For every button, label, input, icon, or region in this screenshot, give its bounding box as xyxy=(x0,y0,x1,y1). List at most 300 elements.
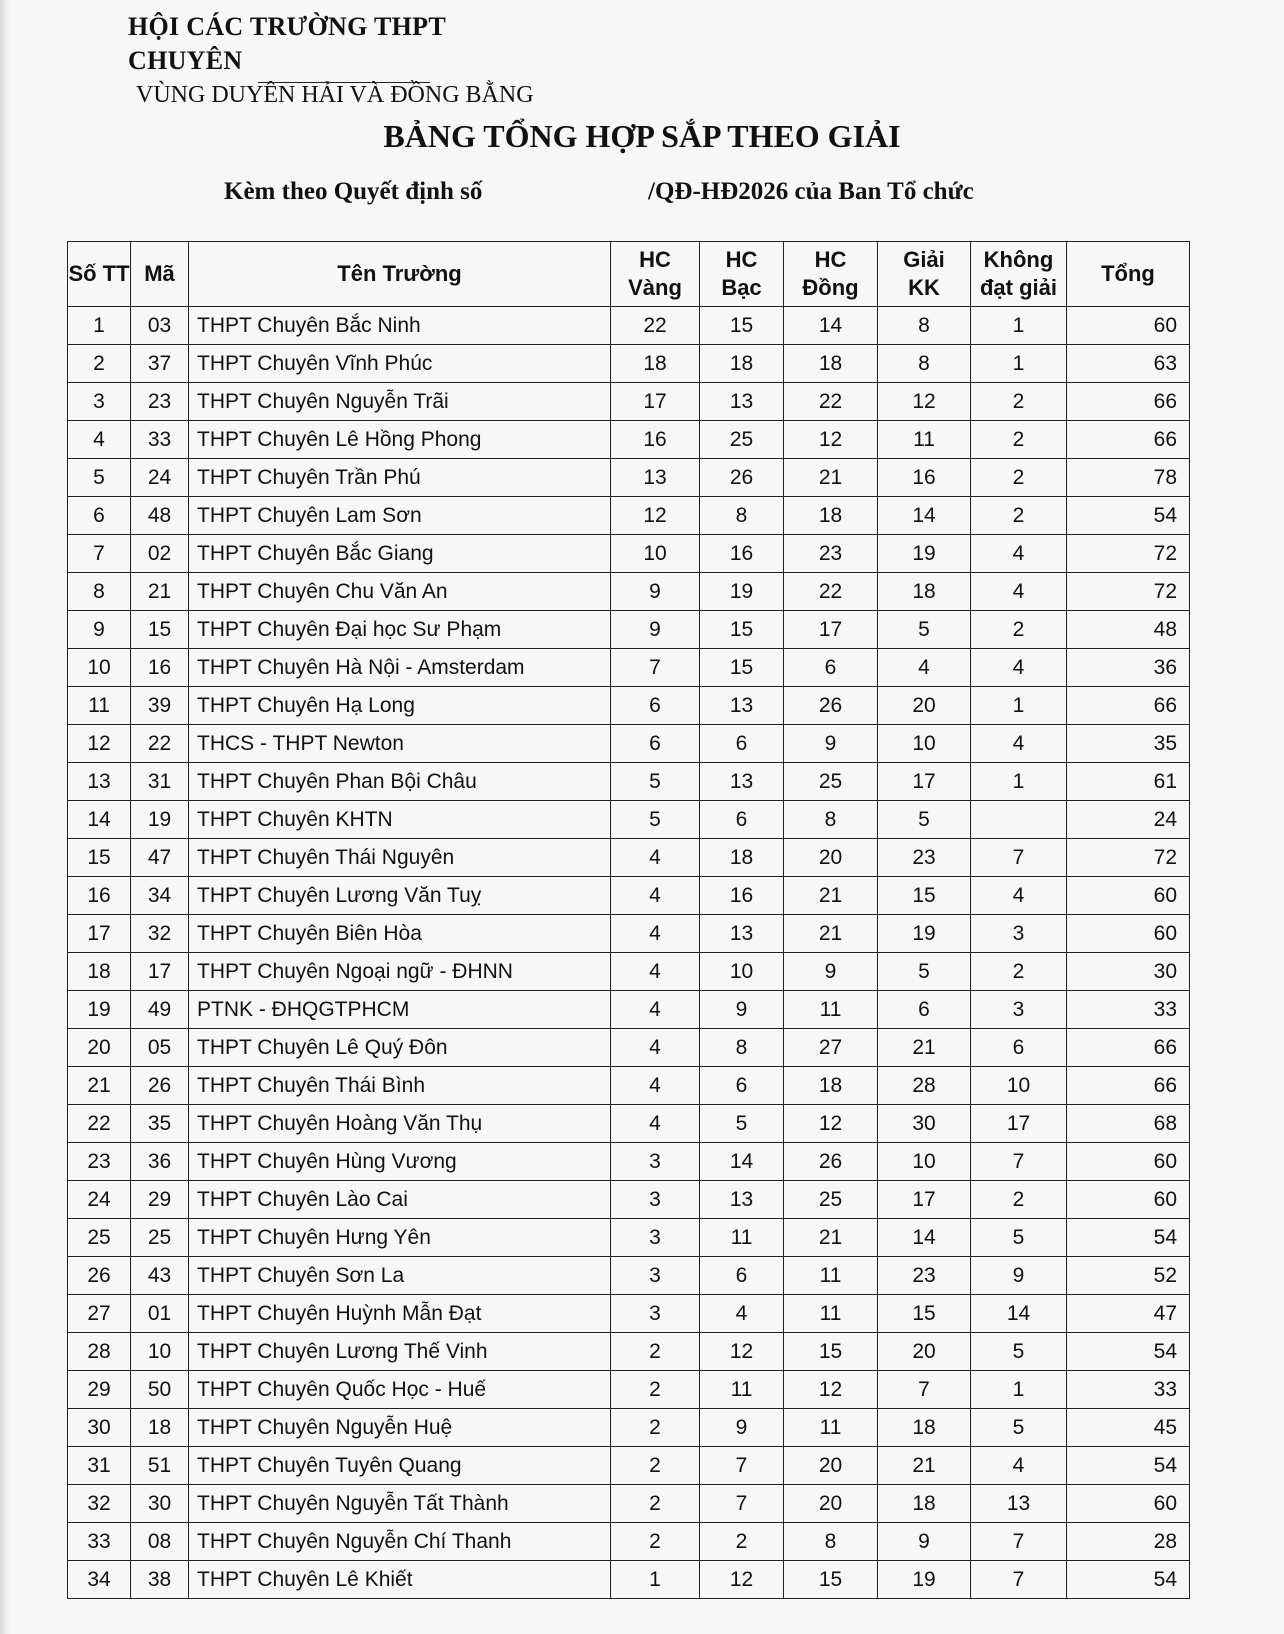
cell-total: 54 xyxy=(1067,1447,1190,1485)
table-row xyxy=(68,725,1190,763)
cell-bronze: 15 xyxy=(784,1561,878,1599)
cell-total: 66 xyxy=(1067,687,1190,725)
cell-code: 25 xyxy=(131,1219,189,1257)
cell-no-award: 7 xyxy=(971,1561,1067,1599)
cell-honorable: 23 xyxy=(878,839,971,877)
cell-school-name: THPT Chuyên Hưng Yên xyxy=(189,1219,611,1257)
cell-bronze: 12 xyxy=(784,1371,878,1409)
cell-bronze: 20 xyxy=(784,839,878,877)
cell-school-name: THPT Chuyên Ngoại ngữ - ĐHNN xyxy=(189,953,611,991)
cell-bronze: 6 xyxy=(784,649,878,687)
cell-code: 23 xyxy=(131,383,189,421)
table-row xyxy=(68,801,1190,839)
cell-total: 33 xyxy=(1067,1371,1190,1409)
cell-bronze: 18 xyxy=(784,345,878,383)
cell-total: 45 xyxy=(1067,1409,1190,1447)
cell-code: 10 xyxy=(131,1333,189,1371)
cell-gold: 13 xyxy=(611,459,700,497)
cell-silver: 25 xyxy=(700,421,784,459)
cell-stt: 16 xyxy=(68,877,131,915)
cell-no-award: 6 xyxy=(971,1029,1067,1067)
cell-total: 66 xyxy=(1067,421,1190,459)
cell-no-award: 2 xyxy=(971,421,1067,459)
cell-stt: 19 xyxy=(68,991,131,1029)
cell-school-name: THPT Chuyên Hoàng Văn Thụ xyxy=(189,1105,611,1143)
cell-stt: 25 xyxy=(68,1219,131,1257)
cell-stt: 33 xyxy=(68,1523,131,1561)
cell-total: 52 xyxy=(1067,1257,1190,1295)
cell-bronze: 17 xyxy=(784,611,878,649)
cell-bronze: 20 xyxy=(784,1485,878,1523)
cell-gold: 3 xyxy=(611,1143,700,1181)
col-header-stt: Số TT xyxy=(68,242,131,307)
cell-bronze: 21 xyxy=(784,1219,878,1257)
cell-honorable: 18 xyxy=(878,573,971,611)
table-row xyxy=(68,991,1190,1029)
cell-total: 54 xyxy=(1067,497,1190,535)
cell-total: 54 xyxy=(1067,1333,1190,1371)
cell-stt: 26 xyxy=(68,1257,131,1295)
cell-silver: 15 xyxy=(700,649,784,687)
cell-school-name: THPT Chuyên Bắc Ninh xyxy=(189,307,611,345)
table-row xyxy=(68,307,1190,345)
table-row xyxy=(68,649,1190,687)
cell-school-name: THPT Chuyên Huỳnh Mẫn Đạt xyxy=(189,1295,611,1333)
table-row xyxy=(68,611,1190,649)
cell-school-name: THPT Chuyên Nguyễn Tất Thành xyxy=(189,1485,611,1523)
cell-stt: 31 xyxy=(68,1447,131,1485)
cell-silver: 15 xyxy=(700,611,784,649)
cell-bronze: 25 xyxy=(784,763,878,801)
cell-school-name: THPT Chuyên Tuyên Quang xyxy=(189,1447,611,1485)
cell-code: 19 xyxy=(131,801,189,839)
cell-bronze: 11 xyxy=(784,1257,878,1295)
cell-bronze: 21 xyxy=(784,877,878,915)
cell-silver: 4 xyxy=(700,1295,784,1333)
cell-honorable: 28 xyxy=(878,1067,971,1105)
cell-code: 05 xyxy=(131,1029,189,1067)
cell-stt: 3 xyxy=(68,383,131,421)
cell-code: 18 xyxy=(131,1409,189,1447)
cell-gold: 2 xyxy=(611,1447,700,1485)
cell-stt: 22 xyxy=(68,1105,131,1143)
cell-silver: 13 xyxy=(700,383,784,421)
table-row xyxy=(68,953,1190,991)
table-row xyxy=(68,1257,1190,1295)
cell-honorable: 19 xyxy=(878,915,971,953)
cell-bronze: 14 xyxy=(784,307,878,345)
col-header-code: Mã xyxy=(131,242,189,307)
cell-silver: 6 xyxy=(700,801,784,839)
cell-honorable: 4 xyxy=(878,649,971,687)
cell-school-name: THPT Chuyên Lam Sơn xyxy=(189,497,611,535)
cell-honorable: 20 xyxy=(878,1333,971,1371)
cell-no-award: 9 xyxy=(971,1257,1067,1295)
cell-school-name: THPT Chuyên Nguyễn Huệ xyxy=(189,1409,611,1447)
cell-silver: 18 xyxy=(700,345,784,383)
cell-honorable: 17 xyxy=(878,1181,971,1219)
cell-bronze: 18 xyxy=(784,1067,878,1105)
cell-silver: 13 xyxy=(700,687,784,725)
cell-no-award: 3 xyxy=(971,915,1067,953)
cell-school-name: THPT Chuyên Lương Văn Tuỵ xyxy=(189,877,611,915)
cell-stt: 24 xyxy=(68,1181,131,1219)
cell-school-name: THPT Chuyên Trần Phú xyxy=(189,459,611,497)
cell-no-award: 7 xyxy=(971,1523,1067,1561)
cell-honorable: 15 xyxy=(878,1295,971,1333)
cell-stt: 32 xyxy=(68,1485,131,1523)
cell-school-name: THPT Chuyên Thái Nguyên xyxy=(189,839,611,877)
table-row xyxy=(68,1181,1190,1219)
cell-bronze: 12 xyxy=(784,421,878,459)
cell-gold: 6 xyxy=(611,725,700,763)
cell-silver: 9 xyxy=(700,1409,784,1447)
cell-stt: 7 xyxy=(68,535,131,573)
cell-honorable: 10 xyxy=(878,1143,971,1181)
cell-code: 33 xyxy=(131,421,189,459)
cell-code: 43 xyxy=(131,1257,189,1295)
cell-stt: 13 xyxy=(68,763,131,801)
cell-silver: 8 xyxy=(700,1029,784,1067)
table-row xyxy=(68,421,1190,459)
cell-school-name: THPT Chuyên Chu Văn An xyxy=(189,573,611,611)
cell-total: 48 xyxy=(1067,611,1190,649)
cell-no-award: 4 xyxy=(971,649,1067,687)
cell-gold: 1 xyxy=(611,1561,700,1599)
cell-code: 17 xyxy=(131,953,189,991)
cell-stt: 34 xyxy=(68,1561,131,1599)
cell-stt: 27 xyxy=(68,1295,131,1333)
cell-bronze: 22 xyxy=(784,573,878,611)
cell-total: 60 xyxy=(1067,307,1190,345)
cell-gold: 2 xyxy=(611,1523,700,1561)
cell-gold: 3 xyxy=(611,1257,700,1295)
cell-gold: 12 xyxy=(611,497,700,535)
cell-bronze: 9 xyxy=(784,725,878,763)
col-header-silver: HC Bạc xyxy=(700,242,784,307)
cell-gold: 2 xyxy=(611,1333,700,1371)
cell-silver: 8 xyxy=(700,497,784,535)
cell-code: 21 xyxy=(131,573,189,611)
cell-no-award: 1 xyxy=(971,1371,1067,1409)
table-row xyxy=(68,1029,1190,1067)
cell-school-name: THPT Chuyên Hà Nội - Amsterdam xyxy=(189,649,611,687)
cell-code: 15 xyxy=(131,611,189,649)
cell-stt: 15 xyxy=(68,839,131,877)
table-row xyxy=(68,763,1190,801)
cell-no-award: 14 xyxy=(971,1295,1067,1333)
cell-code: 38 xyxy=(131,1561,189,1599)
cell-total: 47 xyxy=(1067,1295,1190,1333)
cell-gold: 3 xyxy=(611,1295,700,1333)
cell-bronze: 11 xyxy=(784,1295,878,1333)
cell-school-name: THPT Chuyên Lê Quý Đôn xyxy=(189,1029,611,1067)
cell-honorable: 19 xyxy=(878,1561,971,1599)
cell-gold: 2 xyxy=(611,1485,700,1523)
table-row xyxy=(68,573,1190,611)
cell-honorable: 8 xyxy=(878,345,971,383)
cell-no-award: 1 xyxy=(971,687,1067,725)
cell-stt: 5 xyxy=(68,459,131,497)
cell-honorable: 7 xyxy=(878,1371,971,1409)
cell-honorable: 8 xyxy=(878,307,971,345)
cell-school-name: THPT Chuyên Lê Hồng Phong xyxy=(189,421,611,459)
cell-code: 32 xyxy=(131,915,189,953)
cell-stt: 21 xyxy=(68,1067,131,1105)
cell-total: 61 xyxy=(1067,763,1190,801)
cell-code: 26 xyxy=(131,1067,189,1105)
cell-gold: 18 xyxy=(611,345,700,383)
cell-total: 54 xyxy=(1067,1219,1190,1257)
cell-bronze: 27 xyxy=(784,1029,878,1067)
cell-total: 30 xyxy=(1067,953,1190,991)
cell-no-award: 2 xyxy=(971,953,1067,991)
cell-gold: 9 xyxy=(611,573,700,611)
cell-stt: 11 xyxy=(68,687,131,725)
cell-code: 03 xyxy=(131,307,189,345)
cell-no-award: 2 xyxy=(971,459,1067,497)
cell-no-award: 1 xyxy=(971,307,1067,345)
cell-code: 31 xyxy=(131,763,189,801)
cell-total: 63 xyxy=(1067,345,1190,383)
cell-no-award: 5 xyxy=(971,1409,1067,1447)
cell-silver: 10 xyxy=(700,953,784,991)
cell-no-award: 13 xyxy=(971,1485,1067,1523)
cell-gold: 7 xyxy=(611,649,700,687)
cell-stt: 12 xyxy=(68,725,131,763)
cell-total: 28 xyxy=(1067,1523,1190,1561)
cell-stt: 9 xyxy=(68,611,131,649)
cell-code: 49 xyxy=(131,991,189,1029)
cell-code: 30 xyxy=(131,1485,189,1523)
cell-silver: 11 xyxy=(700,1371,784,1409)
cell-no-award: 2 xyxy=(971,497,1067,535)
cell-no-award: 4 xyxy=(971,573,1067,611)
cell-bronze: 20 xyxy=(784,1447,878,1485)
cell-stt: 18 xyxy=(68,953,131,991)
cell-stt: 14 xyxy=(68,801,131,839)
cell-stt: 23 xyxy=(68,1143,131,1181)
cell-no-award: 4 xyxy=(971,725,1067,763)
cell-silver: 12 xyxy=(700,1333,784,1371)
cell-bronze: 11 xyxy=(784,991,878,1029)
table-row xyxy=(68,839,1190,877)
cell-gold: 2 xyxy=(611,1371,700,1409)
table-row xyxy=(68,497,1190,535)
cell-school-name: THPT Chuyên Nguyễn Trãi xyxy=(189,383,611,421)
cell-school-name: THPT Chuyên Phan Bội Châu xyxy=(189,763,611,801)
table-row xyxy=(68,459,1190,497)
cell-school-name: THPT Chuyên Bắc Giang xyxy=(189,535,611,573)
cell-gold: 5 xyxy=(611,763,700,801)
cell-no-award: 4 xyxy=(971,877,1067,915)
cell-honorable: 6 xyxy=(878,991,971,1029)
col-header-school: Tên Trường xyxy=(189,242,611,307)
cell-silver: 13 xyxy=(700,763,784,801)
org-underline xyxy=(258,82,430,83)
cell-silver: 6 xyxy=(700,1257,784,1295)
cell-stt: 10 xyxy=(68,649,131,687)
cell-no-award: 10 xyxy=(971,1067,1067,1105)
cell-code: 47 xyxy=(131,839,189,877)
cell-school-name: THPT Chuyên Sơn La xyxy=(189,1257,611,1295)
cell-bronze: 18 xyxy=(784,497,878,535)
cell-no-award: 4 xyxy=(971,535,1067,573)
cell-honorable: 30 xyxy=(878,1105,971,1143)
cell-gold: 4 xyxy=(611,877,700,915)
col-header-honorable: Giải KK xyxy=(878,242,971,307)
cell-gold: 4 xyxy=(611,953,700,991)
cell-code: 34 xyxy=(131,877,189,915)
cell-code: 51 xyxy=(131,1447,189,1485)
cell-silver: 26 xyxy=(700,459,784,497)
cell-total: 35 xyxy=(1067,725,1190,763)
cell-total: 33 xyxy=(1067,991,1190,1029)
cell-bronze: 21 xyxy=(784,459,878,497)
decision-reference-prefix: Kèm theo Quyết định số xyxy=(224,178,483,205)
cell-no-award: 2 xyxy=(971,383,1067,421)
cell-silver: 15 xyxy=(700,307,784,345)
cell-code: 36 xyxy=(131,1143,189,1181)
cell-total: 24 xyxy=(1067,801,1190,839)
cell-total: 54 xyxy=(1067,1561,1190,1599)
cell-school-name: THPT Chuyên KHTN xyxy=(189,801,611,839)
cell-school-name: THPT Chuyên Nguyễn Chí Thanh xyxy=(189,1523,611,1561)
org-name-line1: HỘI CÁC TRƯỜNG THPT CHUYÊN xyxy=(128,12,446,75)
cell-honorable: 14 xyxy=(878,497,971,535)
cell-code: 22 xyxy=(131,725,189,763)
cell-code: 16 xyxy=(131,649,189,687)
cell-honorable: 21 xyxy=(878,1029,971,1067)
cell-code: 50 xyxy=(131,1371,189,1409)
cell-honorable: 16 xyxy=(878,459,971,497)
col-header-no-award: Không đạt giải xyxy=(971,242,1067,307)
cell-silver: 11 xyxy=(700,1219,784,1257)
cell-gold: 3 xyxy=(611,1219,700,1257)
cell-bronze: 25 xyxy=(784,1181,878,1219)
cell-silver: 7 xyxy=(700,1447,784,1485)
cell-gold: 17 xyxy=(611,383,700,421)
cell-total: 72 xyxy=(1067,573,1190,611)
cell-silver: 5 xyxy=(700,1105,784,1143)
table-row xyxy=(68,1409,1190,1447)
cell-no-award: 5 xyxy=(971,1219,1067,1257)
cell-total: 68 xyxy=(1067,1105,1190,1143)
cell-stt: 4 xyxy=(68,421,131,459)
cell-silver: 7 xyxy=(700,1485,784,1523)
cell-gold: 2 xyxy=(611,1409,700,1447)
cell-honorable: 5 xyxy=(878,953,971,991)
cell-honorable: 18 xyxy=(878,1485,971,1523)
cell-total: 66 xyxy=(1067,383,1190,421)
decision-reference-suffix: /QĐ-HĐ2026 của Ban Tổ chức xyxy=(648,178,974,205)
cell-honorable: 18 xyxy=(878,1409,971,1447)
cell-school-name: THPT Chuyên Lào Cai xyxy=(189,1181,611,1219)
cell-total: 60 xyxy=(1067,915,1190,953)
cell-no-award: 1 xyxy=(971,345,1067,383)
cell-code: 48 xyxy=(131,497,189,535)
cell-total: 60 xyxy=(1067,1485,1190,1523)
cell-silver: 13 xyxy=(700,915,784,953)
cell-no-award: 2 xyxy=(971,1181,1067,1219)
cell-bronze: 26 xyxy=(784,1143,878,1181)
cell-bronze: 23 xyxy=(784,535,878,573)
cell-gold: 4 xyxy=(611,1067,700,1105)
cell-school-name: THPT Chuyên Quốc Học - Huế xyxy=(189,1371,611,1409)
cell-school-name: THPT Chuyên Vĩnh Phúc xyxy=(189,345,611,383)
cell-school-name: THPT Chuyên Đại học Sư Phạm xyxy=(189,611,611,649)
cell-stt: 6 xyxy=(68,497,131,535)
cell-honorable: 17 xyxy=(878,763,971,801)
cell-school-name: PTNK - ĐHQGTPHCM xyxy=(189,991,611,1029)
cell-school-name: THPT Chuyên Hạ Long xyxy=(189,687,611,725)
cell-total: 78 xyxy=(1067,459,1190,497)
table-row xyxy=(68,915,1190,953)
cell-gold: 10 xyxy=(611,535,700,573)
table-row xyxy=(68,1371,1190,1409)
cell-bronze: 11 xyxy=(784,1409,878,1447)
table-row xyxy=(68,1561,1190,1599)
cell-total: 66 xyxy=(1067,1029,1190,1067)
cell-silver: 12 xyxy=(700,1561,784,1599)
cell-honorable: 11 xyxy=(878,421,971,459)
cell-stt: 17 xyxy=(68,915,131,953)
cell-gold: 4 xyxy=(611,991,700,1029)
cell-bronze: 26 xyxy=(784,687,878,725)
cell-bronze: 22 xyxy=(784,383,878,421)
table-row xyxy=(68,383,1190,421)
cell-no-award xyxy=(971,801,1067,839)
table-header-row xyxy=(68,242,1190,307)
cell-silver: 6 xyxy=(700,725,784,763)
col-header-bronze: HC Đồng xyxy=(784,242,878,307)
cell-gold: 4 xyxy=(611,1105,700,1143)
cell-honorable: 10 xyxy=(878,725,971,763)
cell-bronze: 8 xyxy=(784,1523,878,1561)
table-row xyxy=(68,687,1190,725)
table-row xyxy=(68,535,1190,573)
table-body xyxy=(68,307,1190,1599)
cell-stt: 8 xyxy=(68,573,131,611)
cell-bronze: 9 xyxy=(784,953,878,991)
cell-silver: 6 xyxy=(700,1067,784,1105)
organization-header xyxy=(128,10,558,112)
cell-code: 08 xyxy=(131,1523,189,1561)
cell-gold: 6 xyxy=(611,687,700,725)
cell-gold: 4 xyxy=(611,915,700,953)
cell-honorable: 14 xyxy=(878,1219,971,1257)
cell-silver: 16 xyxy=(700,535,784,573)
cell-silver: 18 xyxy=(700,839,784,877)
cell-silver: 16 xyxy=(700,877,784,915)
col-header-total: Tổng xyxy=(1067,242,1190,307)
cell-code: 02 xyxy=(131,535,189,573)
table-row xyxy=(68,877,1190,915)
cell-no-award: 5 xyxy=(971,1333,1067,1371)
cell-bronze: 12 xyxy=(784,1105,878,1143)
cell-code: 01 xyxy=(131,1295,189,1333)
col-header-gold: HC Vàng xyxy=(611,242,700,307)
cell-silver: 19 xyxy=(700,573,784,611)
cell-stt: 30 xyxy=(68,1409,131,1447)
cell-no-award: 2 xyxy=(971,611,1067,649)
cell-school-name: THCS - THPT Newton xyxy=(189,725,611,763)
cell-honorable: 20 xyxy=(878,687,971,725)
cell-gold: 4 xyxy=(611,839,700,877)
results-table xyxy=(67,241,1190,1599)
cell-gold: 5 xyxy=(611,801,700,839)
cell-honorable: 15 xyxy=(878,877,971,915)
